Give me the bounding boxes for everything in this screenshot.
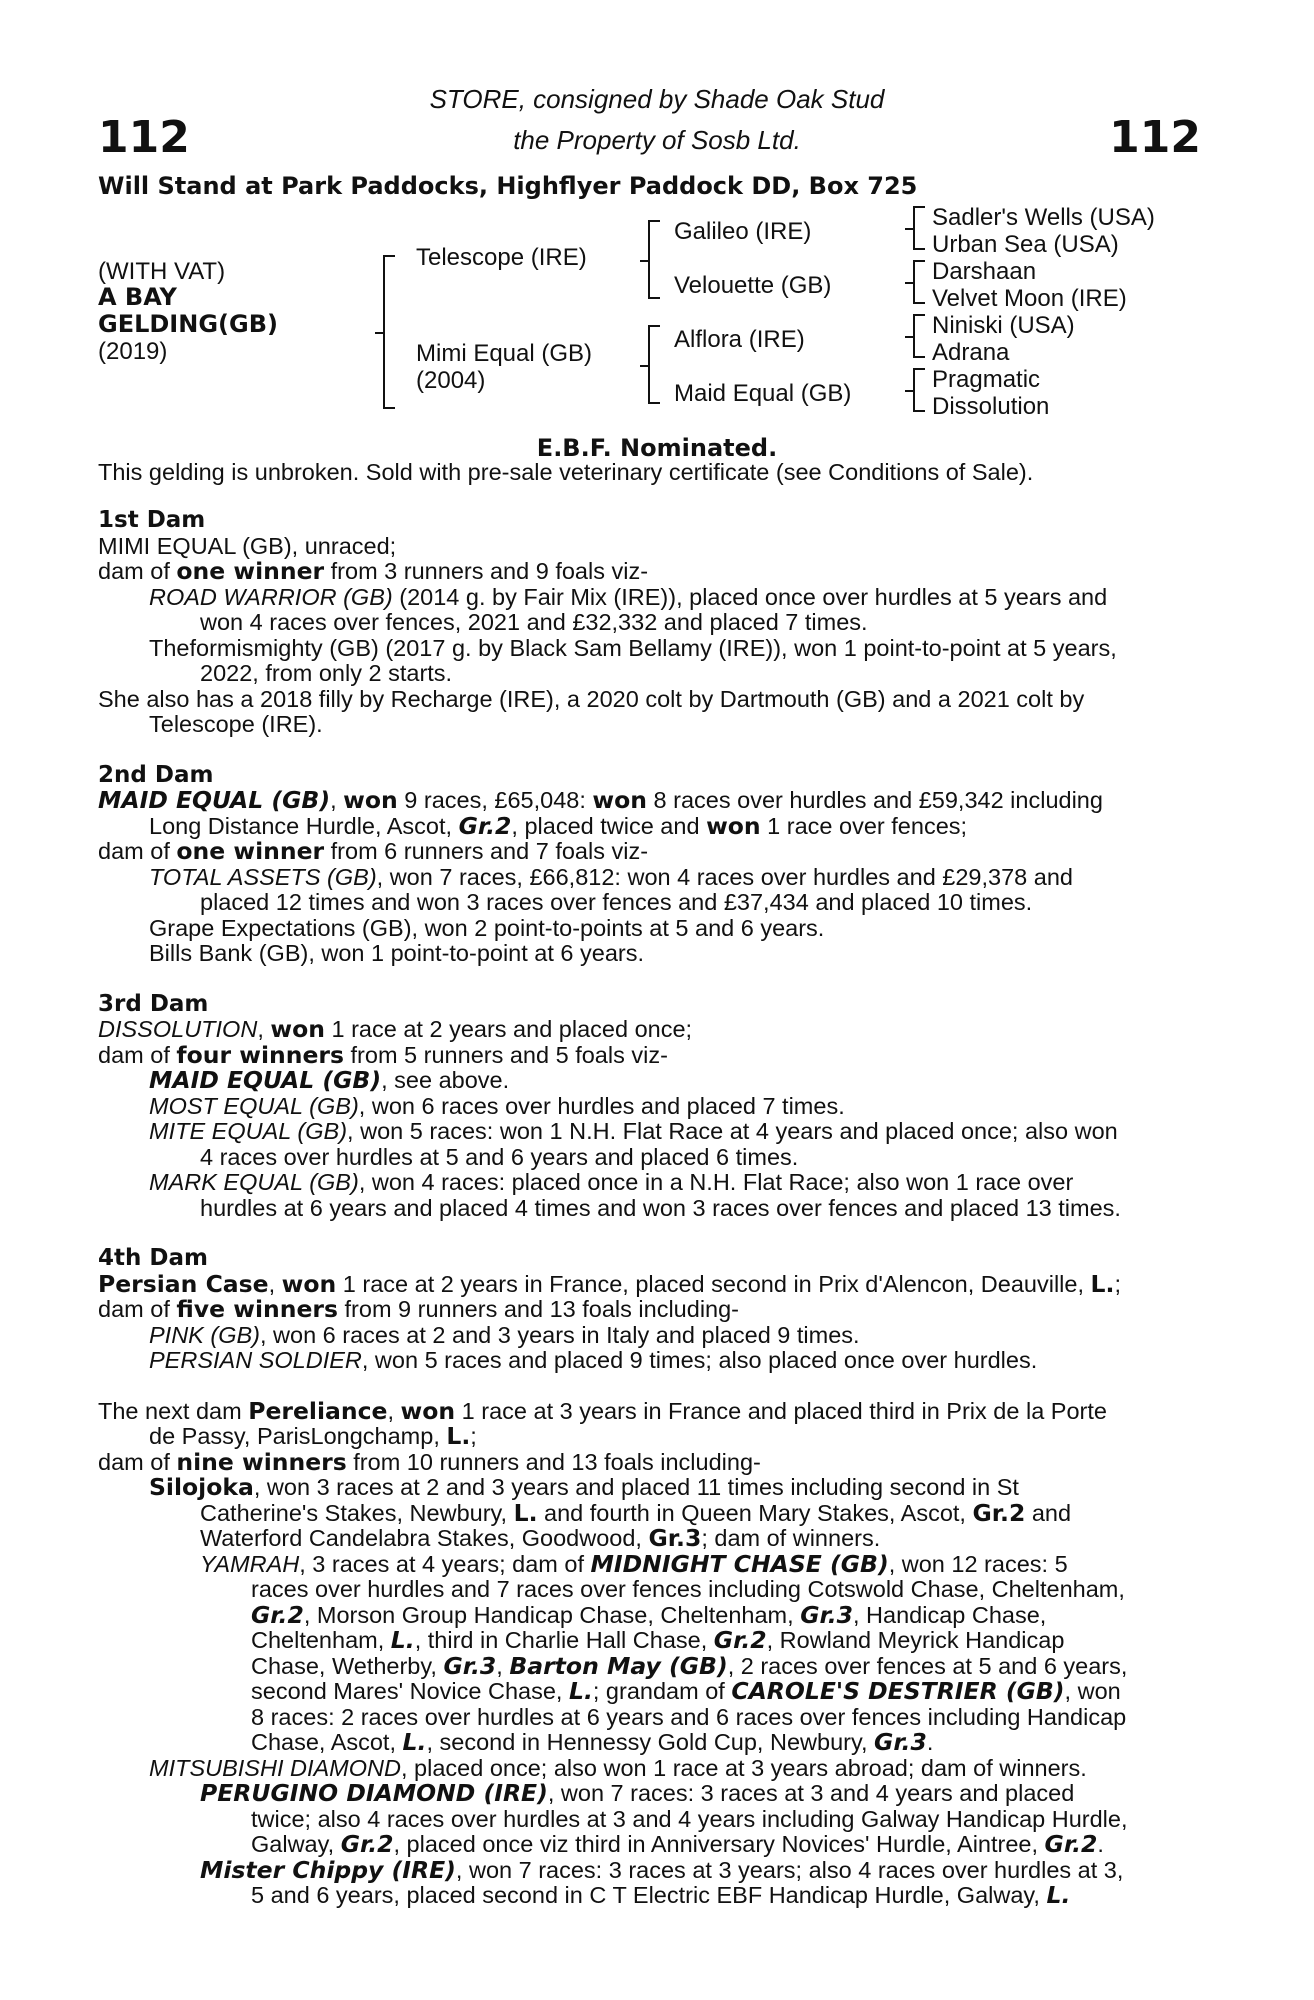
first-dam-heading: 1st Dam xyxy=(98,507,206,533)
first-dam-line: 2022, from only 2 starts. xyxy=(200,660,453,686)
next-dam-line: 5 and 6 years, placed second in C T Electric EBF Handicap Hurdle, Galway, L. xyxy=(251,1881,1071,1909)
third-dam-line: hurdles at 6 years and placed 4 times and won 3 races over fences and placed 13 times. xyxy=(200,1194,1121,1221)
second-dam-heading: 2nd Dam xyxy=(98,761,214,788)
pedigree-sire: Telescope (IRE) xyxy=(416,244,587,271)
pedigree-brace-g3 xyxy=(913,314,925,358)
first-dam-line: ROAD WARRIOR (GB) (2014 g. by Fair Mix (IRE)), placed once over hurdles at 5 years and xyxy=(149,583,1108,610)
next-dam-line: twice; also 4 races over hurdles at 3 and 4 years including Galway Handicap Hurdle, xyxy=(251,1805,1128,1832)
third-dam-line: MAID EQUAL (GB), see above. xyxy=(149,1066,510,1094)
third-dam-line: MARK EQUAL (GB), won 4 races: placed once in a N.H. Flat Race; also won 1 race over xyxy=(149,1169,1074,1195)
next-dam-line: races over hurdles and 7 races over fences including Cotswold Chase, Cheltenham, xyxy=(251,1576,1125,1602)
second-dam-line: dam of one winner from 6 runners and 7 foals viz- xyxy=(98,837,649,865)
ebf-nominated: E.B.F. Nominated. xyxy=(536,434,778,462)
fourth-dam-line: PERSIAN SOLDIER, won 5 races and placed 9 times; also placed once over hurdles. xyxy=(149,1347,1038,1373)
second-dam-line: Bills Bank (GB), won 1 point-to-point at 6 years. xyxy=(149,940,645,966)
second-dam-line: placed 12 times and won 3 races over fences and £37,434 and placed 10 times. xyxy=(200,889,1033,915)
next-dam-line: Cheltenham, L., third in Charlie Hall Chase, Gr.2, Rowland Meyrick Handicap xyxy=(251,1626,1065,1654)
second-dam-line: MAID EQUAL (GB), won 9 races, £65,048: won 8 races over hurdles and £59,342 including xyxy=(98,786,1103,814)
pedigree-dam-dam: Maid Equal (GB) xyxy=(674,380,852,407)
third-dam-line: DISSOLUTION, won 1 race at 2 years and placed once; xyxy=(98,1015,693,1043)
stand-location: Will Stand at Park Paddocks, Highflyer Paddock DD, Box 725 xyxy=(98,172,918,200)
third-dam-line: 4 races over hurdles at 5 and 6 years and placed 6 times. xyxy=(200,1143,799,1170)
pedigree-sire-dam: Velouette (GB) xyxy=(674,272,832,299)
pedigree-brace-dam xyxy=(648,325,660,404)
vat-label: (WITH VAT) xyxy=(98,258,226,285)
second-dam-line: Long Distance Hurdle, Ascot, Gr.2, placed twice and won 1 race over fences; xyxy=(149,811,968,840)
next-dam-line: PERUGINO DIAMOND (IRE), won 7 races: 3 races at 3 and 4 years and placed xyxy=(200,1779,1075,1807)
pedigree-sire-sire: Galileo (IRE) xyxy=(674,218,812,245)
next-dam-line: Chase, Wetherby, Gr.3, Barton May (GB), 2 races over fences at 5 and 6 years, xyxy=(251,1651,1128,1680)
next-dam-line: YAMRAH, 3 races at 4 years; dam of MIDNIGHT CHASE (GB), won 12 races: 5 xyxy=(200,1549,1068,1578)
third-dam-line: MITE EQUAL (GB), won 5 races: won 1 N.H. Flat Race at 4 years and placed once; also won xyxy=(149,1118,1118,1144)
first-dam-line: Theformismighty (GB) (2017 g. by Black Sam Bellamy (IRE)), won 1 point-to-point at 5 years, xyxy=(149,634,1117,661)
first-dam-line: MIMI EQUAL (GB), unraced; xyxy=(98,532,397,559)
first-dam-line: Telescope (IRE). xyxy=(149,711,323,737)
next-dam-line: second Mares' Novice Chase, L.; grandam of CAROLE'S DESTRIER (GB), won xyxy=(251,1677,1121,1705)
sale-note: This gelding is unbroken. Sold with pre-sale veterinary certificate (see Conditions of Sale). xyxy=(98,459,1034,485)
second-dam-line: Grape Expectations (GB), won 2 point-to-points at 5 and 6 years. xyxy=(149,914,825,941)
pedigree-gg-2: Urban Sea (USA) xyxy=(932,231,1119,258)
next-dam-line: Waterford Candelabra Stakes, Goodwood, Gr.3; dam of winners. xyxy=(200,1524,881,1552)
pedigree-brace-sire xyxy=(648,220,660,299)
pedigree-brace-g4 xyxy=(913,368,925,412)
pedigree-dam-year: (2004) xyxy=(416,367,486,394)
pedigree-brace-main xyxy=(383,255,395,409)
next-dam-line: MITSUBISHI DIAMOND, placed once; also won 1 race at 3 years abroad; dam of winners. xyxy=(149,1754,1087,1781)
next-dam-line: Gr.2, Morson Group Handicap Chase, Cheltenham, Gr.3, Handicap Chase, xyxy=(251,1600,1047,1629)
next-dam-line: Mister Chippy (IRE), won 7 races: 3 races at 3 years; also 4 races over hurdles at 3, xyxy=(200,1855,1124,1884)
pedigree-gg-3: Darshaan xyxy=(932,258,1037,285)
pedigree-gg-5: Niniski (USA) xyxy=(932,312,1075,339)
next-dam-line: Galway, Gr.2, placed once viz third in Anniversary Novices' Hurdle, Aintree, Gr.2. xyxy=(251,1830,1104,1858)
first-dam-line: dam of one winner from 3 runners and 9 foals viz- xyxy=(98,557,649,585)
pedigree-dam: Mimi Equal (GB) xyxy=(416,340,593,367)
next-dam-line: Catherine's Stakes, Newbury, L. and fourth in Queen Mary Stakes, Ascot, Gr.2 and xyxy=(200,1498,1072,1527)
next-dam-line: 8 races: 2 races over hurdles at 6 years and 6 races over fences including Handicap xyxy=(251,1703,1127,1730)
fourth-dam-line: PINK (GB), won 6 races at 2 and 3 years in Italy and placed 9 times. xyxy=(149,1321,860,1348)
third-dam-heading: 3rd Dam xyxy=(98,990,209,1017)
horse-year: (2019) xyxy=(98,338,168,365)
pedigree-brace-g2 xyxy=(913,260,925,304)
pedigree-gg-1: Sadler's Wells (USA) xyxy=(932,204,1155,231)
fourth-dam-line: Persian Case, won 1 race at 2 years in France, placed second in Prix d'Alencon, Deauville, L.; xyxy=(98,1269,1121,1298)
consignment-line-2: the Property of Sosb Ltd. xyxy=(513,125,801,155)
consignment-line-1: STORE, consigned by Shade Oak Stud xyxy=(429,84,885,114)
third-dam-line: dam of four winners from 5 runners and 5 foals viz- xyxy=(98,1040,668,1069)
pedigree-gg-8: Dissolution xyxy=(932,393,1050,420)
horse-name-line2: GELDING(GB) xyxy=(98,310,278,338)
fourth-dam-line: dam of five winners from 9 runners and 13 foals including- xyxy=(98,1295,740,1323)
lot-number-right: 112 xyxy=(1109,112,1201,163)
next-dam-line: dam of nine winners from 10 runners and 13 foals including- xyxy=(98,1447,761,1476)
next-dam-line: Silojoka, won 3 races at 2 and 3 years and placed 11 times including second in St xyxy=(149,1473,1019,1501)
next-dam-line: Chase, Ascot, L., second in Hennessy Gold Cup, Newbury, Gr.3. xyxy=(251,1728,934,1756)
pedigree-gg-7: Pragmatic xyxy=(932,366,1041,393)
pedigree-dam-sire: Alflora (IRE) xyxy=(674,326,805,353)
pedigree-brace-g1 xyxy=(913,206,925,250)
first-dam-line: She also has a 2018 filly by Recharge (IRE), a 2020 colt by Dartmouth (GB) and a 2021 colt by xyxy=(98,685,1085,712)
lot-number-left: 112 xyxy=(98,112,190,163)
fourth-dam-heading: 4th Dam xyxy=(98,1245,208,1271)
pedigree-gg-6: Adrana xyxy=(932,339,1010,366)
horse-name-line1: A BAY xyxy=(98,283,177,311)
third-dam-line: MOST EQUAL (GB), won 6 races over hurdles and placed 7 times. xyxy=(149,1092,845,1119)
second-dam-line: TOTAL ASSETS (GB), won 7 races, £66,812: won 4 races over hurdles and £29,378 and xyxy=(149,863,1073,890)
first-dam-line: won 4 races over fences, 2021 and £32,332 and placed 7 times. xyxy=(200,609,868,635)
pedigree-gg-4: Velvet Moon (IRE) xyxy=(932,285,1127,312)
next-dam-line: de Passy, ParisLongchamp, L.; xyxy=(149,1422,477,1450)
next-dam-line: The next dam Pereliance, won 1 race at 3 years in France and placed third in Prix de la Porte xyxy=(98,1396,1107,1425)
dam-record xyxy=(98,508,1198,1909)
